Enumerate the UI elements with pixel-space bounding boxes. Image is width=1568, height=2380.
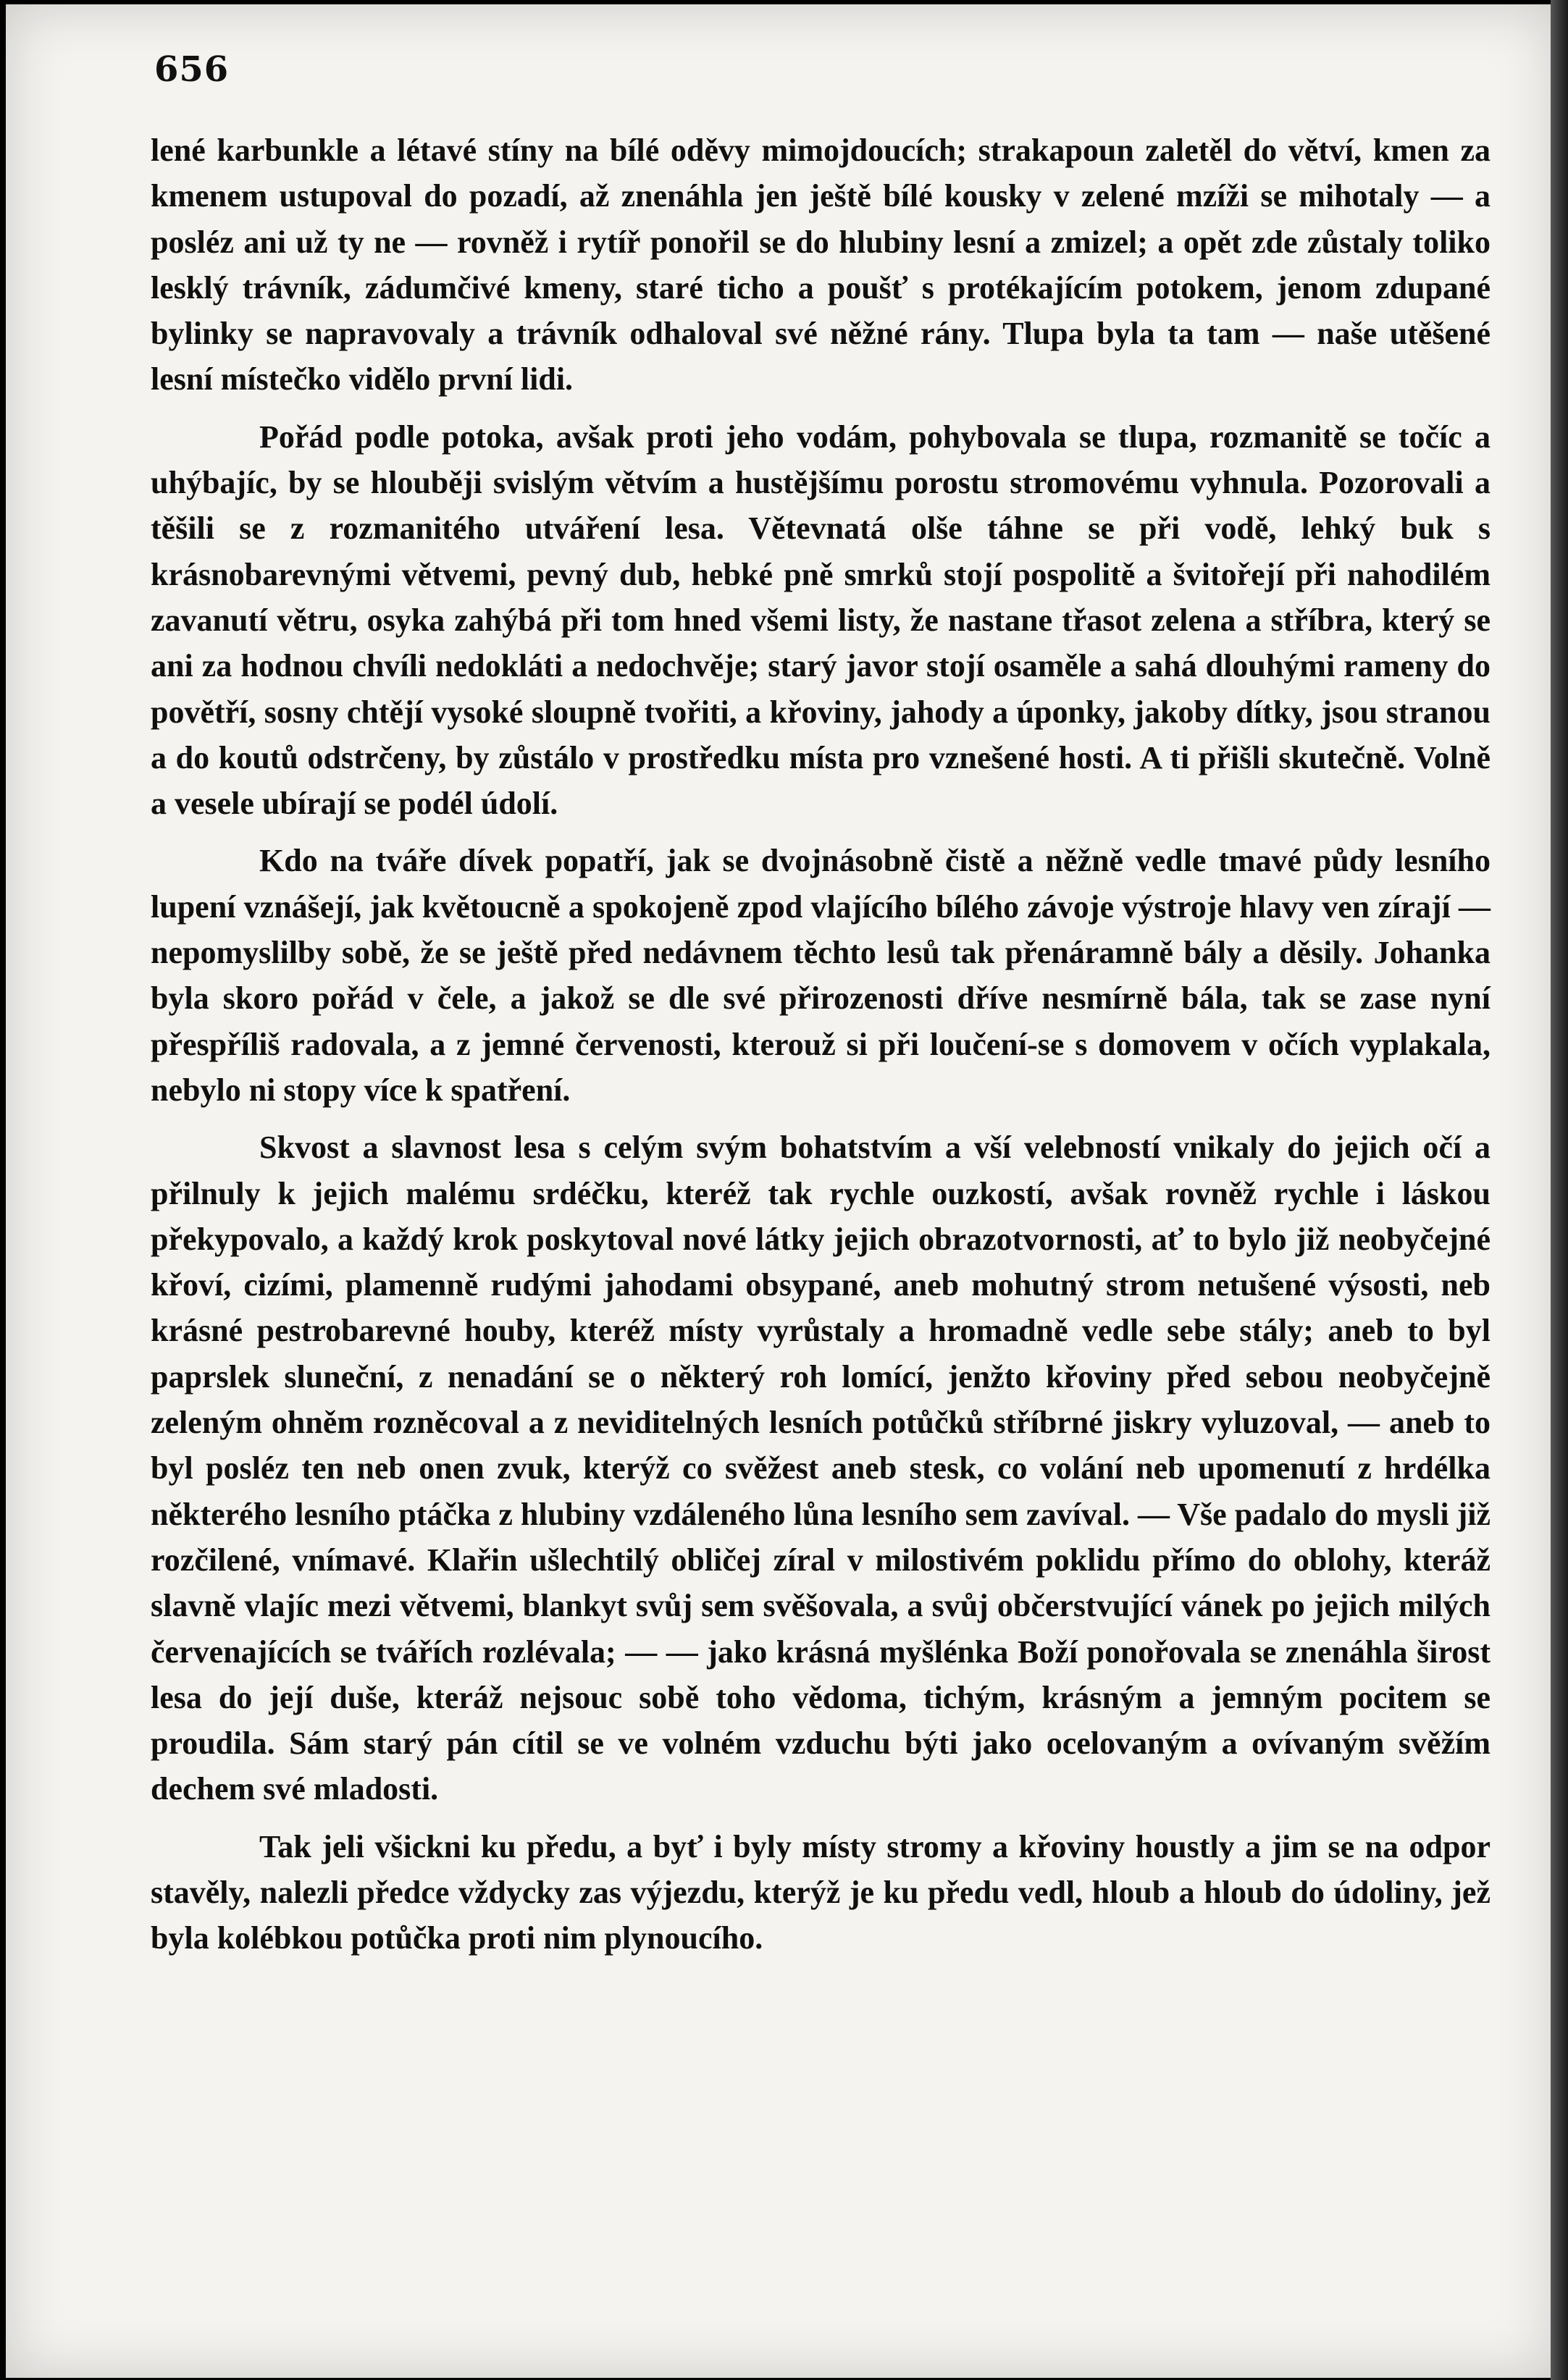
paragraph: Tak jeli všickni ku předu, a byť i byly místy stromy a křoviny houstly a jim se na odpor stavěly, nalezli předce vždycky zas výjezdu, kterýž je ku předu vedl, hloub a hloub do údoliny, jež byla kolébkou potůčka proti nim plynoucího.	[151, 1828, 1491, 1956]
paragraph: Pořád podle potoka, avšak proti jeho vodám, pohybovala se tlupa, rozmanitě se točíc a uhýbajíc, by se hlouběji svislým větvím a hustějšímu porostu stromovému vyhnula. Pozorovali a těšili se z rozmanitého utváření lesa. Větevnatá olše táhne se při vodě, lehký buk s krásnobarevnými větvemi, pevný dub, hebké pně smrků stojí pospolitě a švitořejí při nahodilém zavanutí větru, osyka zahýbá při tom hned všemi listy, že nastane třasot zelena a stříbra, který se ani za hodnou chvíli nedokláti a nedochvěje; starý javor stojí osaměle a sahá dlouhými rameny do povětří, sosny chtějí vysoké sloupně tvořiti, a křoviny, jahody a úponky, jakoby dítky, jsou stranou a do koutů odstrčeny, by zůstálo v prostředku místa pro vznešené hosti. A ti přišli skutečně. Volně a vesele ubírají se podél údolí.	[151, 419, 1491, 822]
paragraph: Kdo na tváře dívek popatří, jak se dvojnásobně čistě a něžně vedle tmavé půdy lesního lupení vznášejí, jak květoucně a spokojeně zpod vlajícího bílého závoje výstroje hlavy ven zírají — nepomyslilby sobě, že se ještě před nedávnem těchto lesů tak přenáramně bály a děsily. Johanka byla skoro pořád v čele, a jakož se dle své přirozenosti dříve nesmírně bála, tak se zase nyní přespříliš radovala, a z jemné červenosti, kterouž si při loučení-se s domovem v očích vyplakala, nebylo ni stopy více k spatření.	[151, 843, 1491, 1108]
page-edge-shadow	[1551, 0, 1568, 2380]
body-text	[151, 127, 1491, 1973]
paragraph: lené karbunkle a létavé stíny na bílé oděvy mimojdoucích; strakapoun zaletěl do větví, kmen za kmenem ustupoval do pozadí, až znenáhla jen ještě bílé kousky v zelené mzíži se mihotaly — a posléz ani už ty ne — rovněž i rytíř ponořil se do hlubiny lesní a zmizel; a opět zde zůstaly toliko lesklý trávník, zádumčivé kmeny, staré ticho a poušť s protékajícím potokem, jenom zdupané bylinky se napravovaly a trávník odhaloval své něžné rány. Tlupa byla ta tam — naše utěšené lesní místečko vidělo první lidi.	[151, 133, 1491, 398]
paragraph: Skvost a slavnost lesa s celým svým bohatstvím a vší velebností vnikaly do jejich očí a přilnuly k jejich malému srdéčku, kteréž tak rychle ouzkostí, avšak rovněž rychle i láskou překypovalo, a každý krok poskytoval nové látky jejich obrazotvornosti, ať to bylo již neobyčejné křoví, cizími, plamenně rudými jahodami obsypané, aneb mohutný strom netušené výsosti, neb krásné pestrobarevné houby, kteréž místy vyrůstaly a hromadně vedle sebe stály; aneb to byl paprslek sluneční, z nenadání se o některý roh lomící, jenžto křoviny před sebou neobyčejně zeleným ohněm rozněcoval a z neviditelných lesních potůčků stříbrné jiskry vyluzoval, — aneb to byl posléz ten neb onen zvuk, kterýž co svěžest aneb stesk, co volání neb upomenutí z hrdélka některého lesního ptáčka z hlubiny vzdáleného lůna lesního sem zavíval. — Vše padalo do mysli již rozčilené, vnímavé. Klařin ušlechtilý obličej zíral v milostivém poklidu přímo do oblohy, kteráž slavně vlajíc mezi větvemi, blankyt svůj sem svěšovala, a svůj občerstvující vánek po jejich milých červenajících se tvářích rozlévala; — — jako krásná myšlénka Boží ponořovala se znenáhla širost lesa do její duše, kteráž nejsouc sobě toho vědoma, tichým, krásným a jemným pocitem se proudila. Sám starý pán cítil se ve volném vzduchu býti jako ocelovaným a ovívaným svěžím dechem své mladosti.	[151, 1130, 1491, 1807]
book-page	[6, 4, 1557, 2378]
page-number: 656	[154, 49, 230, 90]
